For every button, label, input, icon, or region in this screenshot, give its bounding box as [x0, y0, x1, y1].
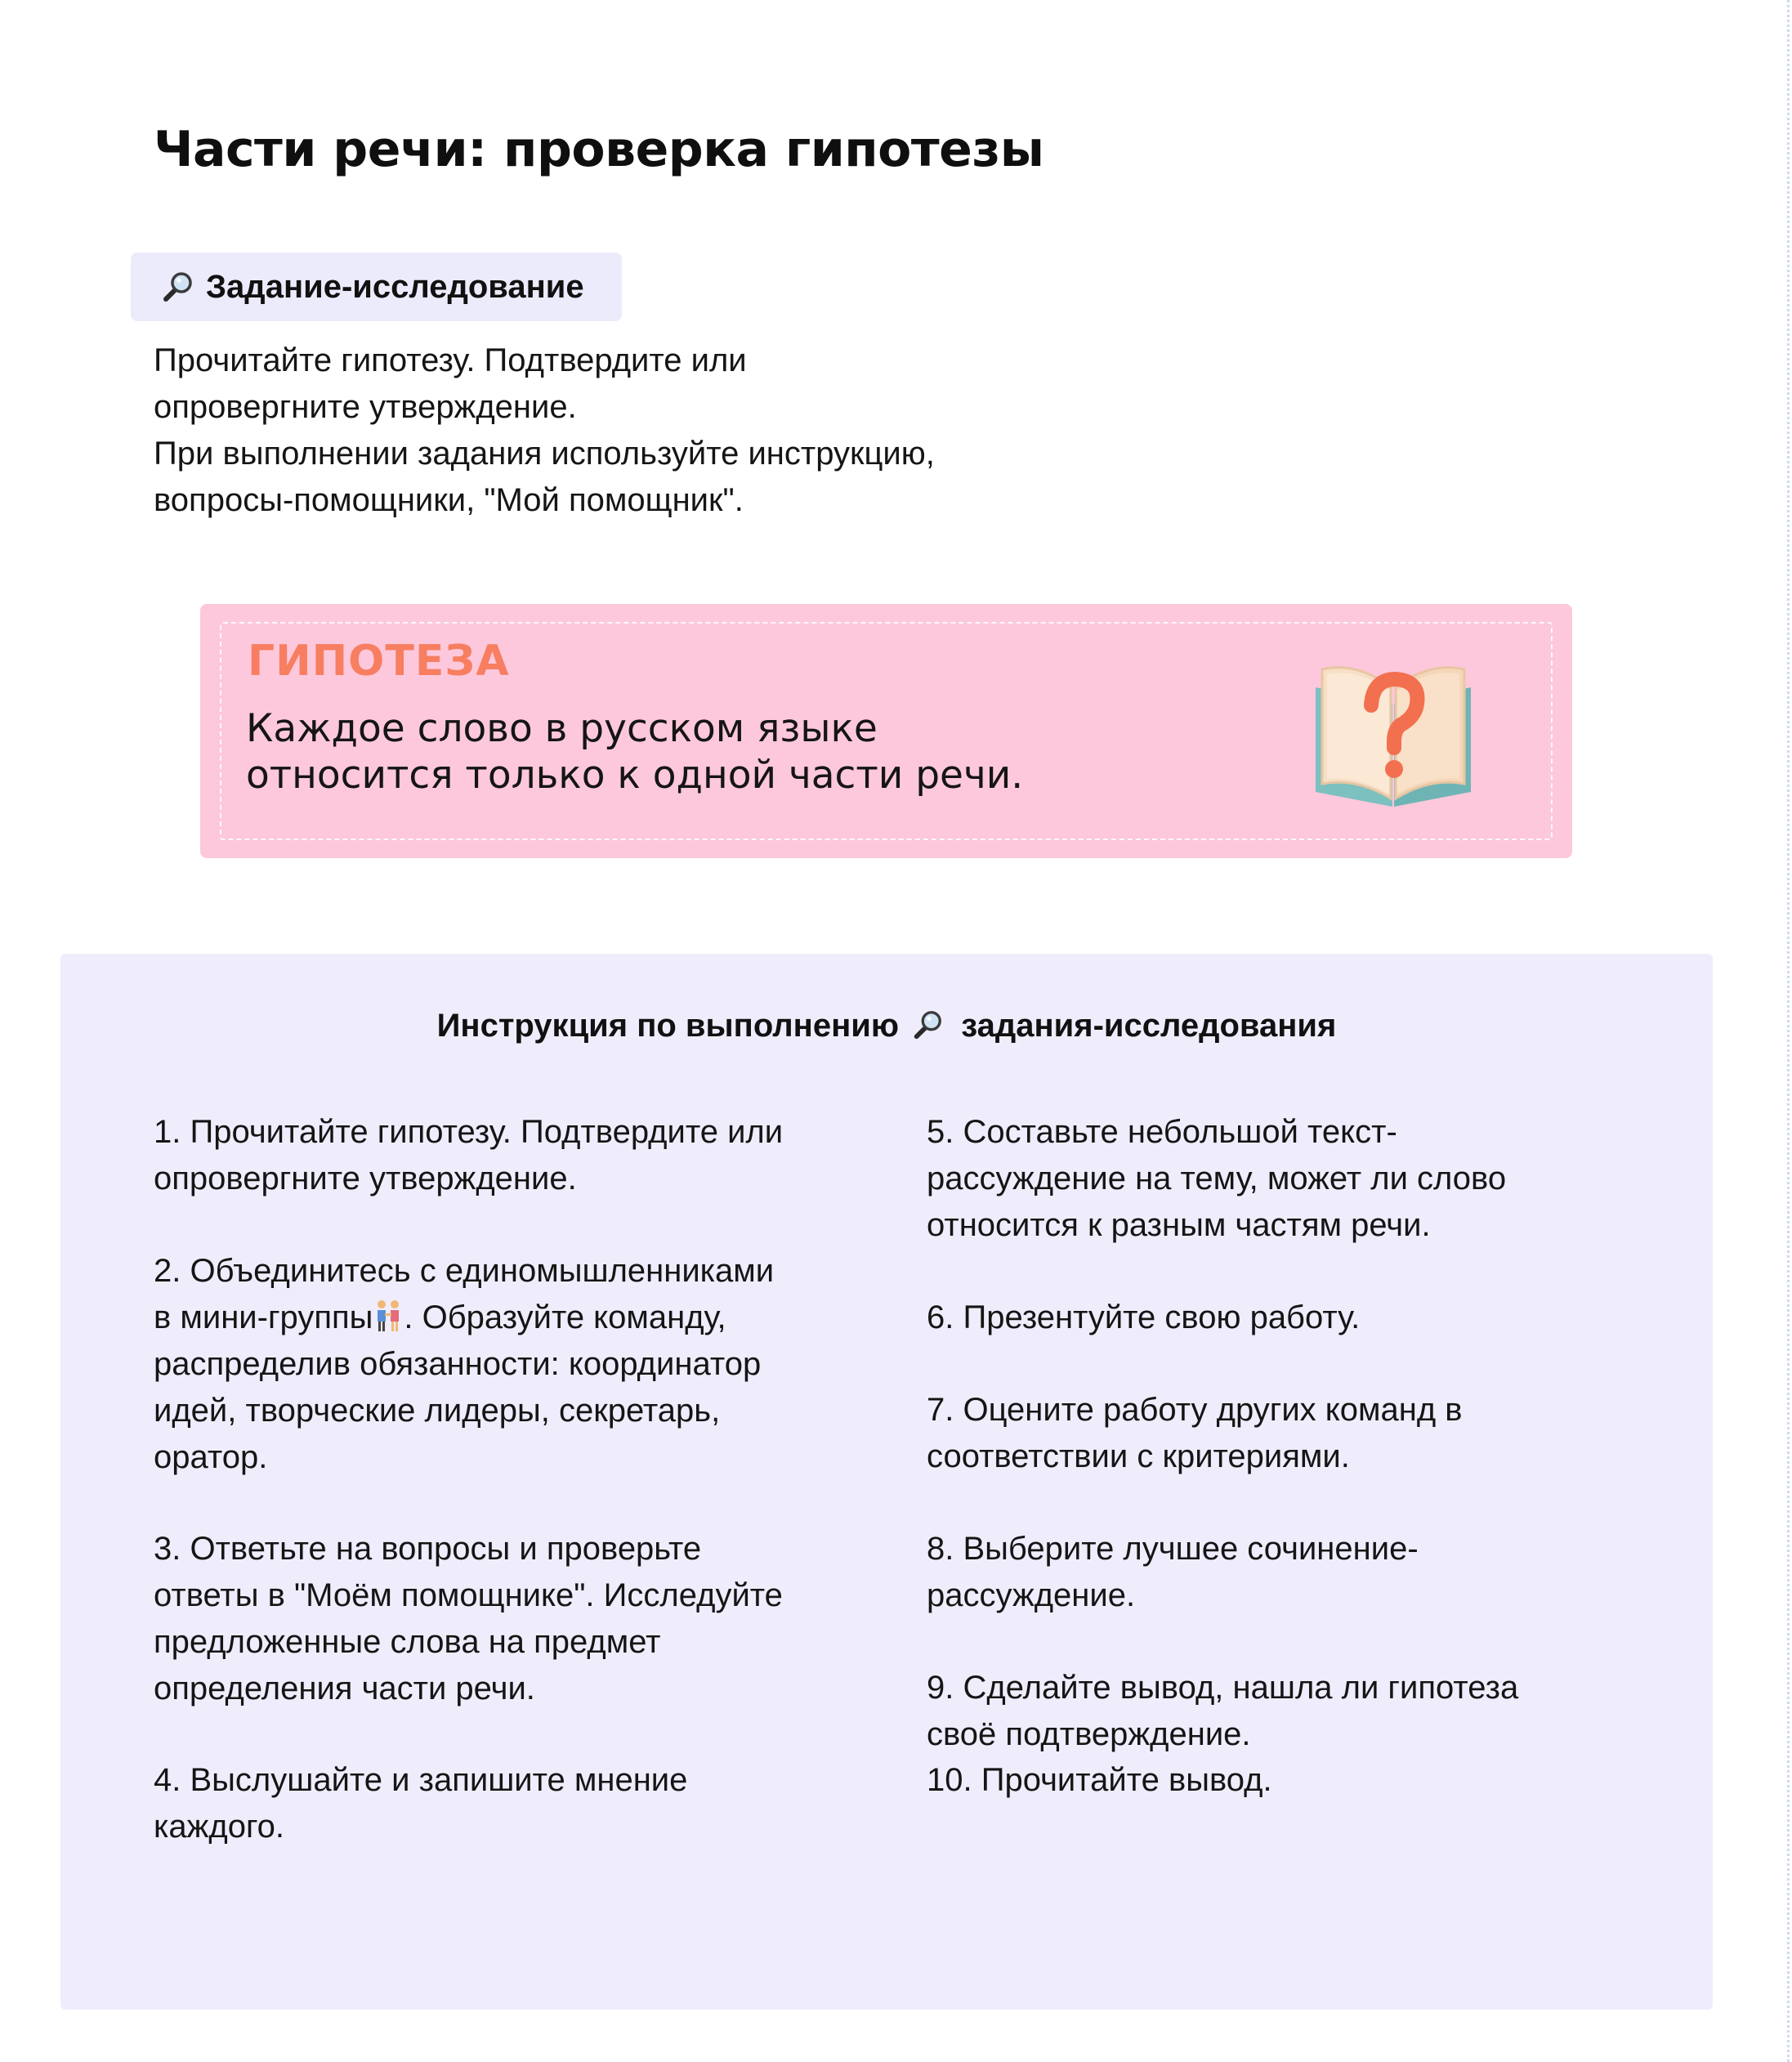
magnifier-icon: [160, 270, 194, 304]
people-holding-hands-icon: [373, 1299, 404, 1333]
magnifier-icon: [911, 1009, 944, 1041]
instruction-step-6: 6. Презентуйте свою работу.: [927, 1299, 1361, 1335]
instructions-title-start: Инструкция по выполнению: [436, 1008, 899, 1044]
task-badge: [131, 253, 622, 321]
instruction-step-5: 5. Составьте небольшой текст- рассуждение на тему, может ли слово относится к разным частям речи.: [927, 1114, 1507, 1243]
instruction-step-3: 3. Ответьте на вопросы и проверьте ответы в "Моём помощнике". Исследуйте предложенные слова на предмет определения части речи.: [154, 1531, 783, 1706]
intro-line: опровергните утверждение.: [154, 389, 577, 425]
intro-line: Прочитайте гипотезу. Подтвердите или: [154, 342, 747, 378]
instructions-title: [60, 1008, 1713, 1044]
instruction-step-9: 9. Сделайте вывод, нашла ли гипотеза своё подтверждение.: [927, 1670, 1519, 1752]
page-edge-divider: [1787, 0, 1790, 2062]
instruction-step-4: 4. Выслушайте и запишите мнение каждого.: [154, 1762, 688, 1845]
instruction-step-8: 8. Выберите лучшее сочинение- рассуждение.: [927, 1531, 1419, 1613]
instruction-step-10: 10. Прочитайте вывод.: [927, 1762, 1272, 1798]
hypothesis-statement: [246, 705, 1023, 798]
instruction-step-7: 7. Оцените работу других команд в соответствии с критериями.: [927, 1392, 1463, 1474]
instructions-title-end: задания-исследования: [961, 1008, 1337, 1044]
hypothesis-card: [200, 604, 1572, 858]
task-badge-label: Задание-исследование: [206, 268, 584, 305]
instruction-step-1: 1. Прочитайте гипотезу. Подтвердите или опровергните утверждение.: [154, 1114, 784, 1196]
intro-line: При выполнении задания используйте инструкцию,: [154, 436, 935, 472]
intro-line: вопросы-помощники, "Мой помощник".: [154, 482, 744, 518]
hypothesis-line: Каждое слово в русском языке: [246, 706, 878, 751]
hypothesis-title: ГИПОТЕЗА: [248, 637, 510, 686]
page-title: Части речи: проверка гипотезы: [154, 121, 1044, 178]
intro-text: [154, 338, 1052, 524]
instructions-panel: [60, 954, 1713, 2010]
instruction-step-2: 2. Объединитесь с единомышленниками в мини-группы . Образуйте команду, распределив обязанности: координатор идей, творческие лидеры, секретарь, оратор.: [154, 1253, 775, 1475]
hypothesis-line: относится только к одной части речи.: [246, 753, 1024, 798]
open-book-question-icon: [1307, 655, 1479, 810]
